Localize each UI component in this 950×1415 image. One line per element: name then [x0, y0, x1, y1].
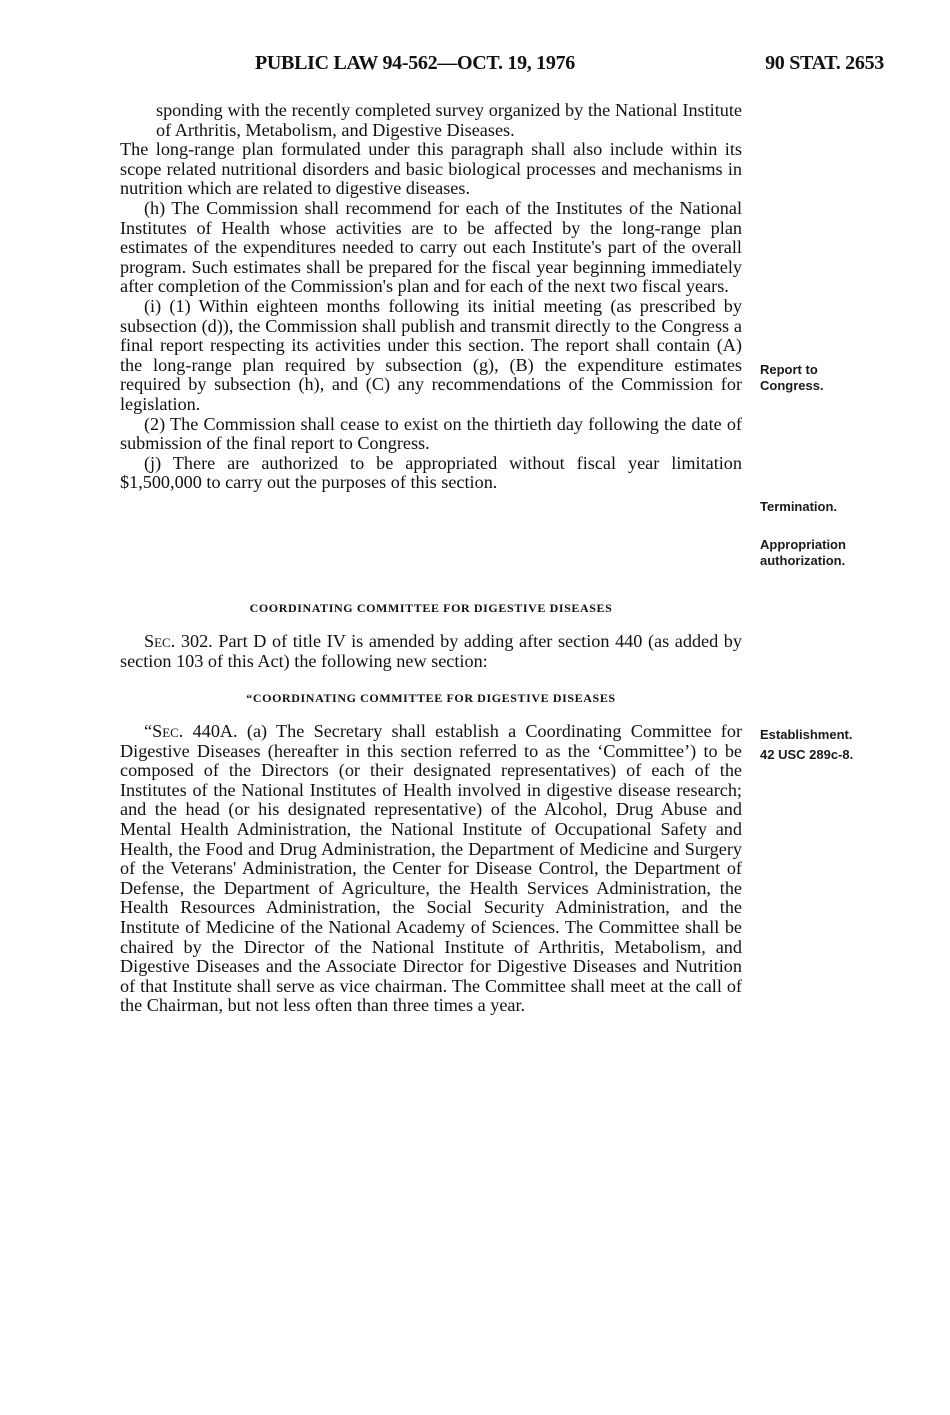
margin-note-usc-citation: 42 USC 289c-8.: [760, 747, 854, 762]
paragraph-sec-302: [120, 632, 742, 671]
body-block-sec-440a: [120, 722, 742, 1016]
paragraph-j: (j) There are authorized to be appropriated without fiscal year limitation $1,500,000 to carry out the purposes of this section.: [120, 452, 742, 493]
sec-label: Sec.: [144, 631, 176, 651]
header-stat-citation: 90 STAT. 2653: [765, 52, 884, 74]
section-heading-coordinating-committee: COORDINATING COMMITTEE FOR DIGESTIVE DISEASES: [249, 601, 613, 615]
paragraph-continuation: sponding with the recently completed survey organized by the National Institute of Arthritis, Metabolism, and Digestive Diseases.: [156, 100, 742, 140]
margin-note-establishment: Establishment. 42 USC 289c-8.: [760, 727, 940, 763]
margin-note-report-to-congress: Report to Congress.: [760, 362, 824, 393]
header-title: PUBLIC LAW 94-562—OCT. 19, 1976: [255, 52, 575, 74]
section-heading-quoted-coordinating-committee: “COORDINATING COMMITTEE FOR DIGESTIVE DISEASES: [246, 691, 616, 705]
paragraph-i-1: (i) (1) Within eighteen months following its initial meeting (as prescribed by subsection (d)), the Commission shall publish and transmit directly to the Congress a final report respecting its activities under this section. The report shall contain (A) the long-range plan required by subsection (g), (B) the expenditure estimates required by subsection (h), and (C) any recommendations of the Commission for legislation.: [120, 295, 742, 414]
body-block-upper: [120, 101, 742, 493]
page-header: [0, 52, 950, 82]
sec-label: “Sec.: [144, 721, 184, 741]
paragraph-h: (h) The Commission shall recommend for each of the Institutes of the National Institutes of Health whose activities are to be affected by the long-range plan estimates of the expenditures needed to carry out each Institute's part of the overall program. Such estimates shall be prepared for the fiscal year beginning immediately after completion of the Commission's plan and for each of the next two fiscal years.: [120, 197, 742, 297]
margin-note-termination: Termination.: [760, 499, 838, 514]
paragraph-sec-440a: [120, 722, 742, 1016]
paragraph-long-range-plan: The long-range plan formulated under this paragraph shall also include within its scope related nutritional disorders and basic biological processes and mechanisms in nutrition which are related to digestive diseases.: [120, 139, 742, 199]
sec-440a-text: 440A. (a) The Secretary shall establish a Coordinating Committee for Digestive Diseases (hereafter in this section referred to as the ‘Committee’) to be composed of the Directors (or their designated representatives) of each of the Institutes of the National Institutes of Health involved in digestive disease research; and the head (or his designated representative) of the Alcohol, Drug Abuse and Mental Health Administration, the National Institute of Occupational Safety and Health, the Food and Drug Administration, the Department of Medicine and Surgery of the Veterans' Administration, the Center for Disease Control, the Department of Defense, the Department of Agriculture, the Health Services Administration, the Health Resources Administration, the Social Security Administration, and the Institute of Medicine of the National Academy of Sciences. The Committee shall be chaired by the Director of the National Institute of Arthritis, Metabolism, and Digestive Diseases and the Associate Director for Digestive Diseases and Nutrition of that Institute shall serve as vice chairman. The Committee shall meet at the call of the Chairman, but not less often than three times a year.: [120, 721, 742, 1016]
paragraph-i-2: (2) The Commission shall cease to exist on the thirtieth day following the date of submission of the final report to Congress.: [120, 413, 742, 454]
sec-302-text: 302. Part D of title IV is amended by adding after section 440 (as added by section 103 of this Act) the following new section:: [120, 631, 742, 671]
margin-note-appropriation-authorization: Appropriation authorization.: [760, 537, 846, 568]
body-block-sec-302: [120, 632, 742, 671]
